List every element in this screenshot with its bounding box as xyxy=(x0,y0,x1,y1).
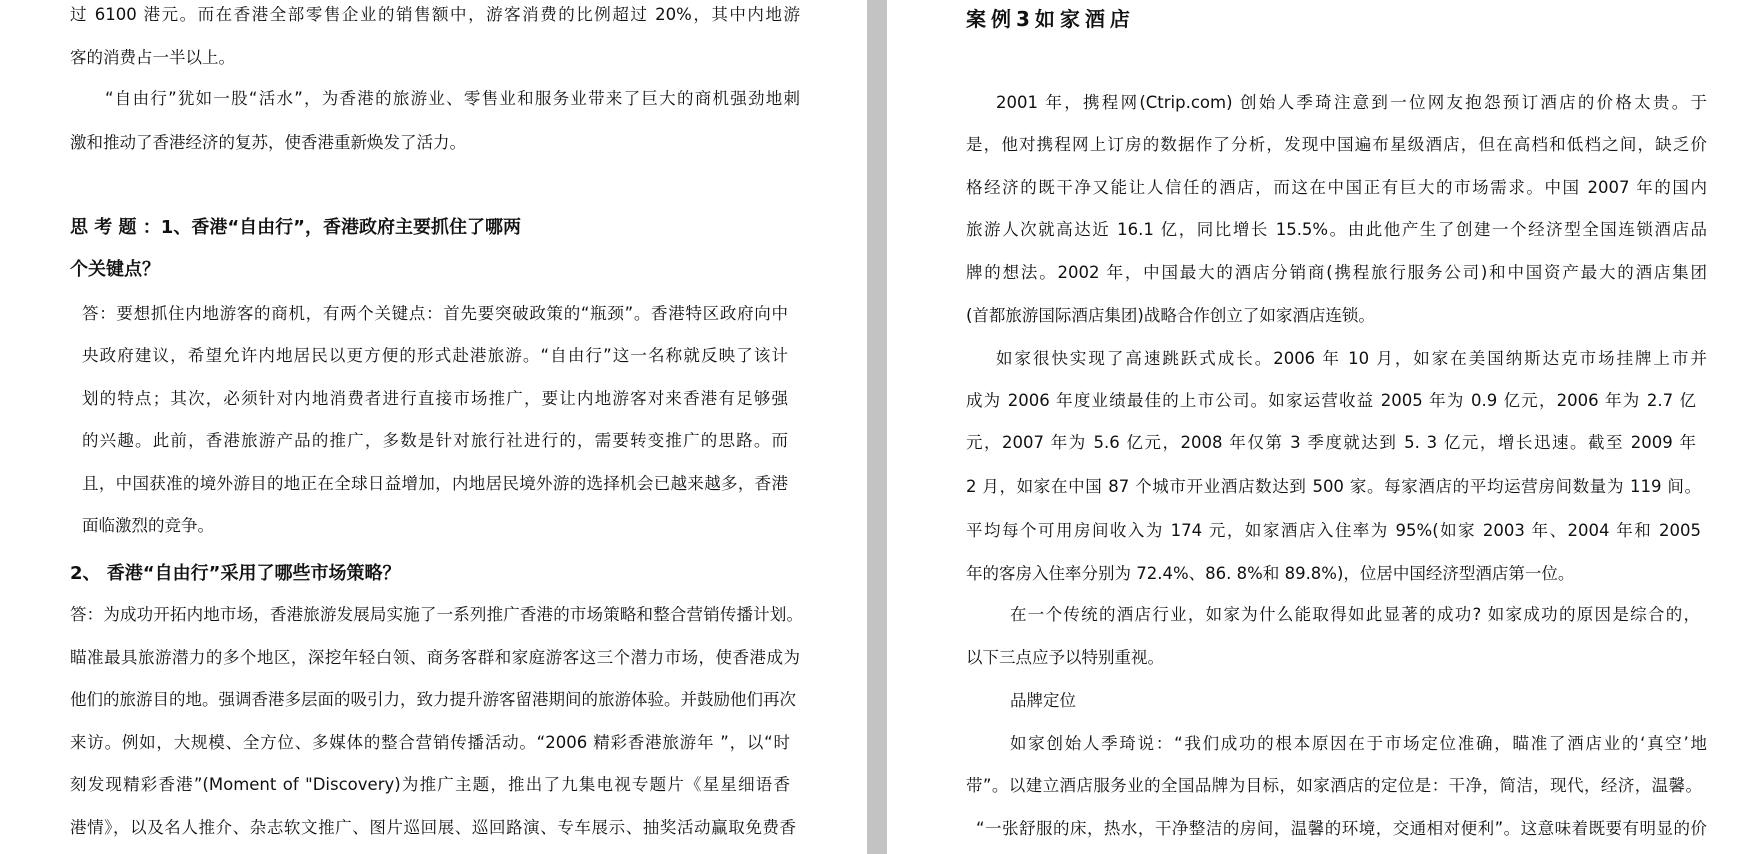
question-heading: 个关键点？ xyxy=(70,259,160,280)
body-line: “一张舒服的床，热水，干净整洁的房间，温馨的环境，交通相对便利”。这意味着既要有明显的价 xyxy=(976,819,1707,838)
answer-line: 且，中国获准的境外游目的地正在全球日益增加，内地居民境外游的选择机会已越来越多，香港 xyxy=(82,474,788,493)
body-line: 是，他对携程网上订房的数据作了分析，发现中国遍布星级酒店，但在高档和低档之间，缺乏价 xyxy=(966,135,1707,154)
question-heading: 思 考 题 ：1、香港“自由行”，香港政府主要抓住了哪两 xyxy=(70,217,521,238)
body-line: 激和推动了香港经济的复苏，使香港重新焕发了活力。 xyxy=(70,133,466,152)
answer-line: 答：要想抓住内地游客的商机，有两个关键点：首先要突破政策的“瓶颈”。香港特区政府向中 xyxy=(82,304,788,323)
left-page xyxy=(0,0,867,854)
body-line: “自由行”犹如一股“活水”，为香港的旅游业、零售业和服务业带来了巨大的商机强劲地刺 xyxy=(105,89,800,108)
answer-line: 的兴趣。此前，香港旅游产品的推广，多数是针对旅行社进行的，需要转变推广的思路。而 xyxy=(82,431,788,450)
body-line: 以下三点应予以特别重视。 xyxy=(966,648,1164,667)
answer-line: 央政府建议，希望允许内地居民以更方便的形式赴港旅游。“自由行”这一名称就反映了该计 xyxy=(82,346,788,365)
body-line: 牌的想法。2002 年，中国最大的酒店分销商(携程旅行服务公司)和中国资产最大的酒店集团 xyxy=(966,263,1707,282)
answer-line: 划的特点；其次，必须针对内地消费者进行直接市场推广，要让内地游客对来香港有足够强 xyxy=(82,389,788,408)
body-line: 过 6100 港元。而在香港全部零售企业的销售额中，游客消费的比例超过 20%，其中内地游 xyxy=(70,5,800,24)
body-line: 在一个传统的酒店行业，如家为什么能取得如此显著的成功? 如家成功的原因是综合的， xyxy=(1010,605,1700,624)
case-title: 案例3如家酒店 xyxy=(966,7,1135,31)
body-line: 旅游人次就高达近 16.1 亿，同比增长 15.5%。由此他产生了创建一个经济型全国连锁酒店品 xyxy=(966,220,1707,239)
body-line: 成为 2006 年度业绩最佳的上市公司。如家运营收益 2005 年为 0.9 亿元，2006 年为 2.7 亿 xyxy=(966,391,1696,410)
answer-line: 答：为成功开拓内地市场，香港旅游发展局实施了一系列推广香港的市场策略和整合营销传播计划。 xyxy=(70,605,803,624)
answer-line: 面临激烈的竞争。 xyxy=(82,516,214,535)
answer-line: 瞄准最具旅游潜力的多个地区，深挖年轻白领、商务客群和家庭游客这三个潜力市场，使香港成为 xyxy=(70,648,800,667)
page-gutter xyxy=(867,0,887,854)
body-line: 格经济的既干净又能让人信任的酒店，而这在中国正有巨大的市场需求。中国 2007 年的国内 xyxy=(966,178,1707,197)
body-line: 2001 年，携程网(Ctrip.com) 创始人季琦注意到一位网友抱怨预订酒店的价格太贵。于 xyxy=(996,93,1707,112)
answer-line: 刻发现精彩香港”(Moment of "Discovery)为推广主题，推出了九集电视专题片《星星细语香 xyxy=(70,775,790,794)
body-line: 元，2007 年为 5.6 亿元，2008 年仅第 3 季度就达到 5. 3 亿元，增长迅速。截至 2009 年 xyxy=(966,433,1696,452)
answer-line: 港情》，以及名人推介、杂志软文推广、图片巡回展、巡回路演、专车展示、抽奖活动赢取免费香 xyxy=(70,818,796,837)
body-line: 如家创始人季琦说：“我们成功的根本原因在于市场定位准确，瞄准了酒店业的‘真空’地 xyxy=(1010,734,1707,753)
answer-line: 来访。例如，大规模、全方位、多媒体的整合营销传播活动。“2006 精彩香港旅游年 ”，以“时 xyxy=(70,733,790,752)
right-page xyxy=(887,0,1751,854)
body-line: 如家很快实现了高速跳跃式成长。2006 年 10 月，如家在美国纳斯达克市场挂牌上市并 xyxy=(996,349,1707,368)
body-line: 年的客房入住率分别为 72.4%、86. 8%和 89.8%)，位居中国经济型酒店第一位。 xyxy=(966,564,1575,583)
body-line: 客的消费占一半以上。 xyxy=(70,48,235,67)
section-heading: 品牌定位 xyxy=(1010,691,1076,710)
body-line: (首都旅游国际酒店集团)战略合作创立了如家酒店连锁。 xyxy=(966,306,1375,325)
answer-line: 他们的旅游目的地。强调香港多层面的吸引力，致力提升游客留港期间的旅游体验。并鼓励他们再次 xyxy=(70,690,796,709)
body-line: 平均每个可用房间收入为 174 元，如家酒店入住率为 95%(如家 2003 年、2004 年和 2005 xyxy=(966,521,1701,540)
question-heading: 2、 香港“自由行”采用了哪些市场策略？ xyxy=(70,563,401,584)
body-line: 2 月，如家在中国 87 个城市开业酒店数达到 500 家。每家酒店的平均运营房间数量为 119 间。 xyxy=(966,477,1701,496)
body-line: 带”。以建立酒店服务业的全国品牌为目标，如家酒店的定位是：干净，简洁，现代，经济，温馨。 xyxy=(966,776,1702,795)
